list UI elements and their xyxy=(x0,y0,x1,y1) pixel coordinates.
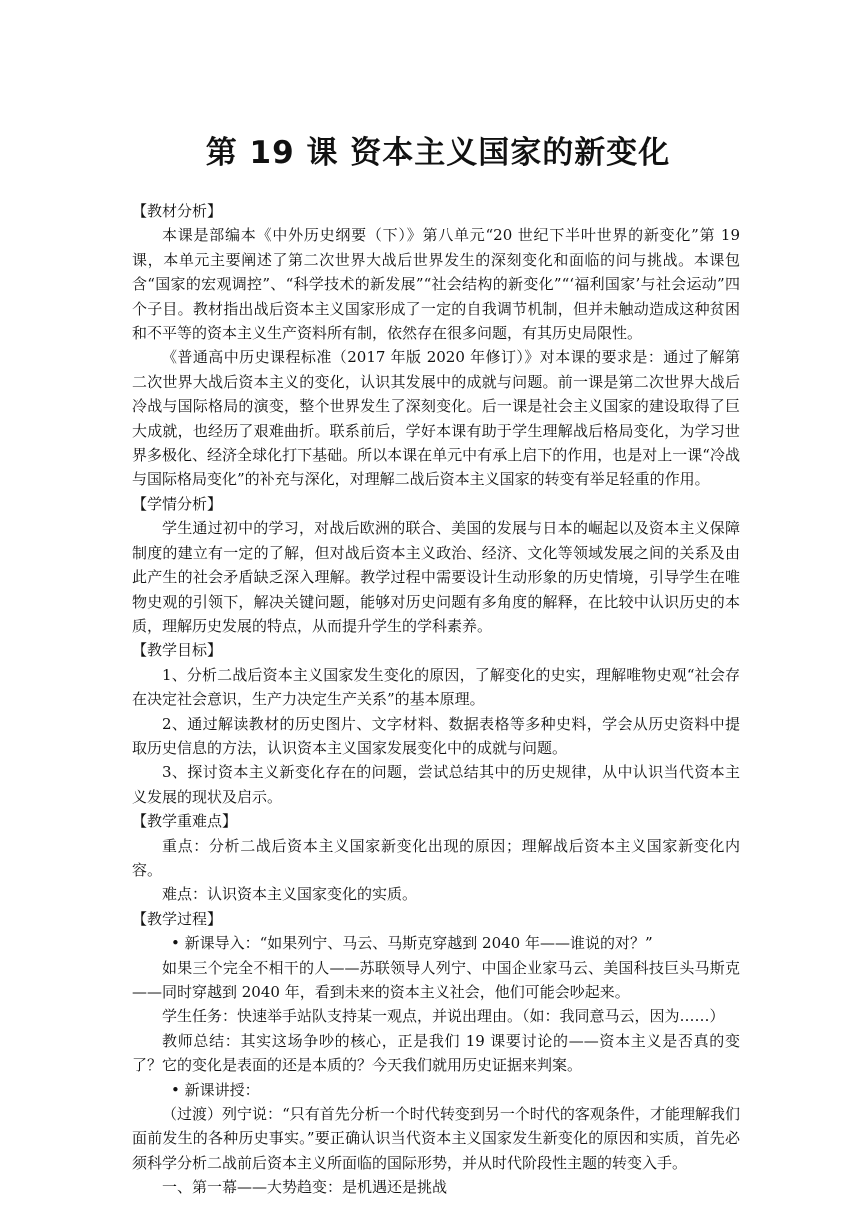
paragraph: 2、通过解读教材的历史图片、文字材料、数据表格等多种史料，学会从历史资料中提取历史信息的方法，认识资本主义国家发展变化中的成就与问题。 xyxy=(132,714,740,757)
paragraph: 一、第一幕——大势趋变：是机遇还是挑战 xyxy=(162,1178,448,1197)
section-heading: 【教学过程】 xyxy=(132,909,223,928)
bullet-paragraph: • 新课讲授： xyxy=(171,1080,260,1099)
section-heading: 【学情分析】 xyxy=(132,494,223,513)
page-title: 第 19 课 资本主义国家的新变化 xyxy=(205,135,671,171)
paragraph: 3、探讨资本主义新变化存在的问题，尝试总结其中的历史规律，从中认识当代资本主义发展的现状及启示。 xyxy=(132,763,740,806)
paragraph: 1、分析二战后资本主义国家发生变化的原因，了解变化的史实，理解唯物史观“社会存在决定社会意识，生产力决定生产关系”的基本原理。 xyxy=(132,665,740,709)
paragraph: （过渡）列宁说：“只有首先分析一个时代转变到另一个时代的客观条件，才能理解我们面前发生的各种历史事实。”要正确认识当代资本主义国家发生新变化的原因和实质，首先必须科学分析二战前后资本主义所面临的国际形势，并从时代阶段性主题的转变入手。 xyxy=(132,1105,740,1172)
paragraph: 难点：认识资本主义国家变化的实质。 xyxy=(162,885,418,904)
section-heading: 【教材分析】 xyxy=(132,202,223,220)
paragraph: 学生通过初中的学习，对战后欧洲的联合、美国的发展与日本的崛起以及资本主义保障制度的建立有一定的了解，但对战后资本主义政治、经济、文化等领域发展之间的关系及由此产生的社会矛盾缺乏深入理解。教学过程中需要设计生动形象的历史情境，引导学生在唯物史观的引领下，解决关键问题，能够对历史问题有多角度的解释，在比较中认识历史的本质，理解历史发展的特点，从而提升学生的学科素养。 xyxy=(132,519,740,635)
paragraph: 教师总结：其实这场争吵的核心，正是我们 19 课要讨论的——资本主义是否真的变了？它的变化是表面的还是本质的？今天我们就用历史证据来判案。 xyxy=(132,1031,740,1075)
paragraph: 学生任务：快速举手站队支持某一观点，并说出理由。（如：我同意马云，因为……） xyxy=(162,1007,725,1026)
paragraph: 本课是部编本《中外历史纲要（下）》第八单元“20 世纪下半叶世界的新变化”第 19 课，本单元主要阐述了第二次世界大战后世界发生的深刻变化和面临的问与挑战。本课包含“国家的宏观调控”、“科学技术的新发展”“社会结构的新变化”“‘福利国家’与社会运动”四个子目。教材指出战后资本主义国家形成了一定的自我调节机制，但并未触动造成这种贫困和不平等的资本主义生产资料所有制，依然存在很多问题，有其历史局限性。 xyxy=(132,226,740,343)
paragraph: 《普通高中历史课程标准（2017 年版 2020 年修订）》对本课的要求是：通过了解第二次世界大战后资本主义的变化，认识其发展中的成就与问题。前一课是第二次世界大战后冷战与国际格局的演变，整个世界发生了深刻变化。后一课是社会主义国家的建设取得了巨大成就，也经历了艰难曲折。联系前后，学好本课有助于学生理解战后格局变化，为学习世界多极化、经济全球化打下基础。所以本课在单元中有承上启下的作用，也是对上一课“冷战与国际格局变化”的补充与深化，对理解二战后资本主义国家的转变有举足轻重的作用。 xyxy=(132,348,740,489)
section-heading: 【教学重难点】 xyxy=(132,812,238,831)
paragraph: 重点：分析二战后资本主义国家新变化出现的原因；理解战后资本主义国家新变化内容。 xyxy=(132,836,740,879)
section-heading: 【教学目标】 xyxy=(132,641,223,660)
paragraph: 如果三个完全不相干的人——苏联领导人列宁、中国企业家马云、美国科技巨头马斯克——同时穿越到 2040 年，看到未来的资本主义社会，他们可能会吵起来。 xyxy=(132,958,740,1001)
document-body xyxy=(132,199,740,1200)
bullet-paragraph: • 新课导入：“如果列宁、马云、马斯克穿越到 2040 年——谁说的对？” xyxy=(171,934,653,953)
